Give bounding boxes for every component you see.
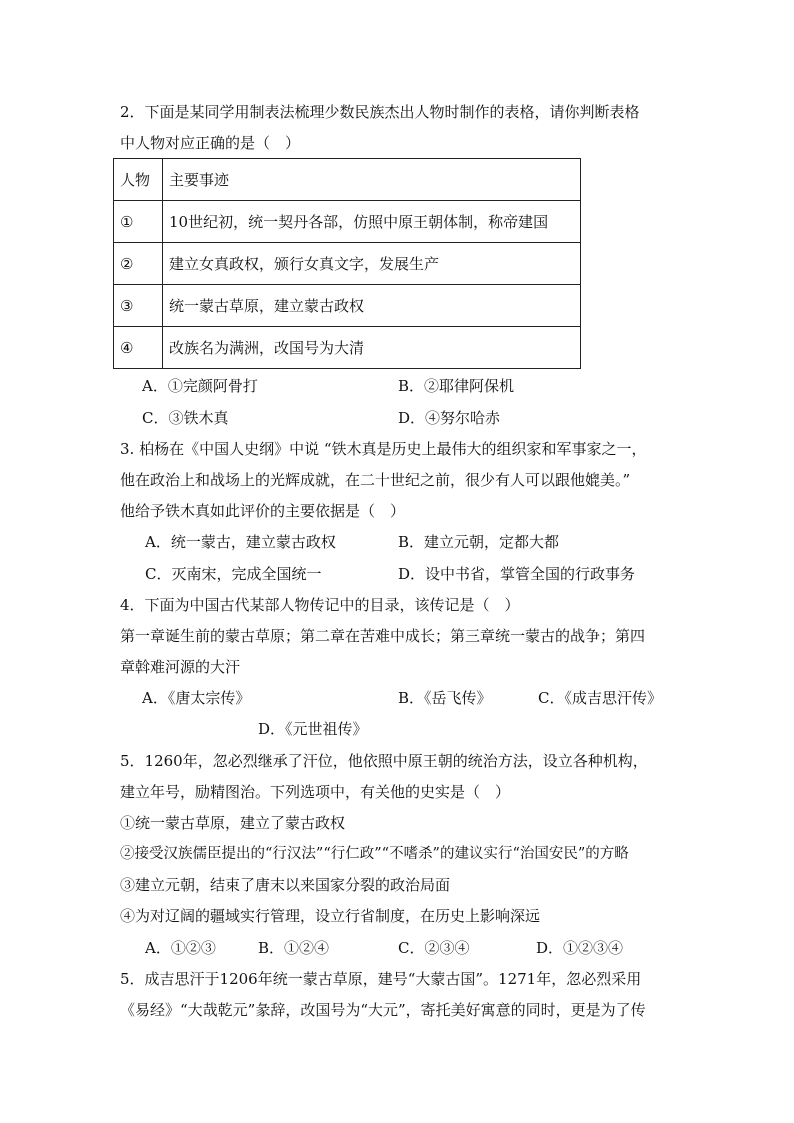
q3-option-b: B．建立元朝，定都大都: [398, 533, 560, 551]
q4-option-a: A．《唐太宗传》: [142, 689, 251, 707]
q3-line3: 他给予铁木真如此评价的主要依据是（ ）: [120, 502, 406, 520]
table-row: [114, 327, 581, 369]
q2-option-c: C．③铁木真: [142, 409, 229, 427]
table-header-person: 人物: [114, 159, 163, 201]
table-cell-number: ④: [114, 327, 163, 369]
q3-option-d: D．设中书省，掌管全国的行政事务: [398, 565, 636, 583]
q4-option-d: D．《元世祖传》: [258, 720, 368, 738]
q5b-line2: 《易经》“大哉乾元”彖辞，改国号为“大元”，寄托美好寓意的同时，更是为了传: [120, 1001, 646, 1019]
q3-option-a: A．统一蒙古，建立蒙古政权: [145, 533, 336, 551]
q5a-item-1: ①统一蒙古草原，建立了蒙古政权: [120, 814, 346, 832]
q5a-option-c: C．②③④: [398, 939, 470, 957]
q4-option-b: B．《岳飞传》: [398, 689, 492, 707]
table-cell-number: ③: [114, 285, 163, 327]
q5a-option-b: B．①②④: [258, 939, 330, 957]
q2-stem-line1: 2．下面是某同学用制表法梳理少数民族杰出人物时制作的表格，请你判断表格: [120, 103, 640, 121]
q3-option-c: C．灭南宋，完成全国统一: [145, 565, 322, 583]
table-cell-deed: 建立女真政权，颁行女真文字，发展生产: [163, 243, 581, 285]
table-row: [114, 285, 581, 327]
q4-option-c: C．《成吉思汗传》: [538, 689, 662, 707]
q5a-line1: 5．1260年，忽必烈继承了汗位，他依照中原王朝的统治方法，设立各种机构，: [120, 752, 648, 770]
table-cell-number: ②: [114, 243, 163, 285]
q4-line2: 第一章诞生前的蒙古草原；第二章在苦难中成长；第三章统一蒙古的战争；第四: [120, 627, 646, 645]
q5a-option-d: D．①②③④: [536, 939, 624, 957]
q4-line1: 4．下面为中国古代某部人物传记中的目录，该传记是（ ）: [120, 596, 520, 614]
q5a-option-a: A．①②③: [145, 939, 216, 957]
table-row: [114, 243, 581, 285]
q5a-line2: 建立年号，励精图治。下列选项中，有关他的史实是（ ）: [120, 783, 511, 801]
q2-table: [113, 158, 581, 369]
table-cell-deed: 统一蒙古草原，建立蒙古政权: [163, 285, 581, 327]
table-cell-deed: 改族名为满洲，改国号为大清: [163, 327, 581, 369]
q3-line1: 3. 柏杨在《中国人史纲》中说 “铁木真是历史上最伟大的组织家和军事家之一，: [120, 440, 647, 458]
q5a-item-2: ②接受汉族儒臣提出的“行汉法”“行仁政”“不嗜杀”的建议实行“治国安民”的方略: [120, 846, 629, 862]
q3-line2: 他在政治上和战场上的光辉成就，在二十世纪之前，很少有人可以跟他媲美。”: [120, 471, 631, 489]
table-cell-number: ①: [114, 201, 163, 243]
q4-line3: 章斡难河源的大汗: [120, 658, 241, 676]
q2-option-b: B．②耶律阿保机: [398, 377, 515, 395]
table-header-deeds: 主要事迹: [163, 159, 581, 201]
q2-option-d: D．④努尔哈赤: [398, 409, 501, 427]
q5a-item-3: ③建立元朝，结束了唐末以来国家分裂的政治局面: [120, 876, 451, 894]
q2-stem-line2: 中人物对应正确的是（ ）: [120, 134, 301, 152]
table-header-row: [114, 159, 581, 201]
q5a-item-4: ④为对辽阔的疆域实行管理，设立行省制度，在历史上影响深远: [120, 907, 541, 925]
table-cell-deed: 10世纪初，统一契丹各部，仿照中原王朝体制，称帝建国: [163, 201, 581, 243]
table-row: [114, 201, 581, 243]
q5b-line1: 5．成吉思汗于1206年统一蒙古草原，建号“大蒙古国”。1271年，忽必烈采用: [120, 970, 642, 988]
q2-option-a: A．①完颜阿骨打: [142, 377, 258, 395]
